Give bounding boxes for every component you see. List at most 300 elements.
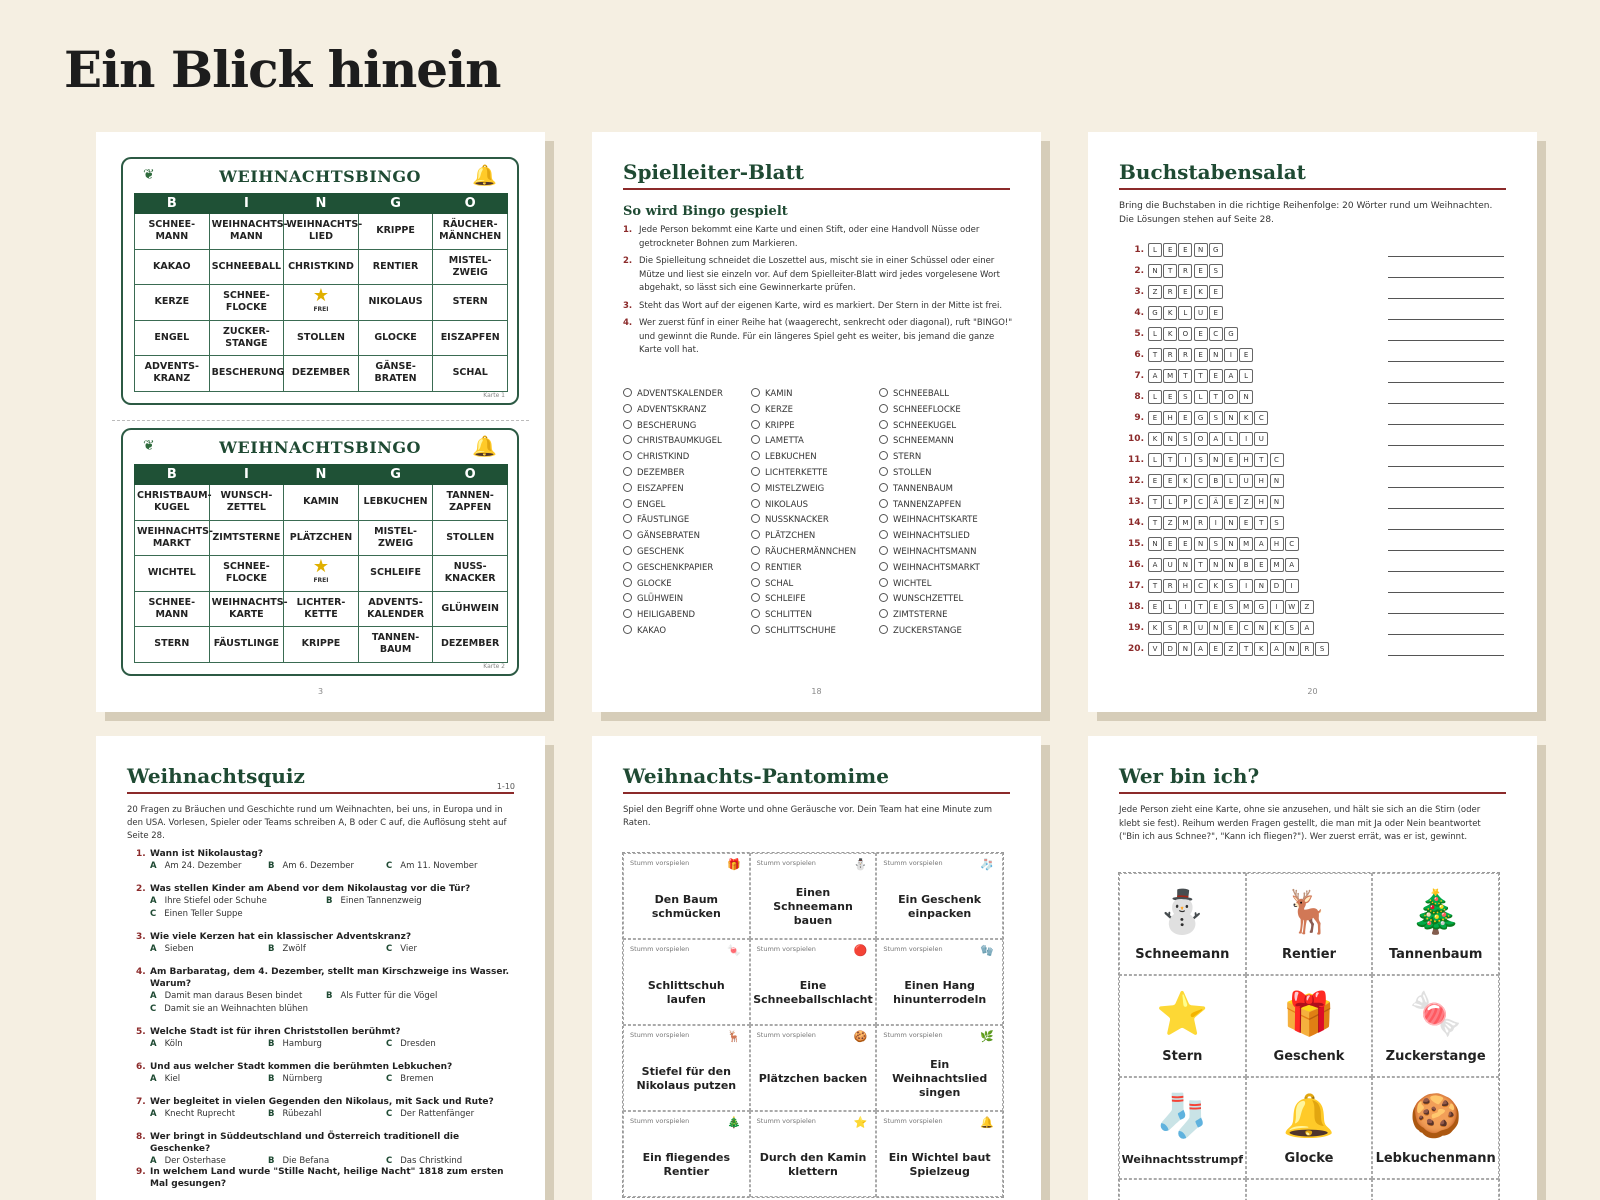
bingo-cell <box>433 627 508 663</box>
word-checkbox[interactable]: HEILIGABEND <box>623 609 723 625</box>
bingo-cell <box>358 214 433 250</box>
scramble-row <box>1118 473 1285 488</box>
bingo-cell <box>358 356 433 392</box>
letter-tile: L <box>1224 432 1238 446</box>
letter-tile: B <box>1209 474 1223 488</box>
bingo-cell <box>135 320 210 356</box>
character-card[interactable] <box>1119 1077 1246 1179</box>
answer-line[interactable] <box>1388 382 1504 383</box>
bingo-word: GLOCKE <box>374 331 417 343</box>
answer-option[interactable]: C Einen Teller Suppe <box>150 909 243 919</box>
page-title: Buchstabensalat <box>1119 160 1306 184</box>
letter-tile: C <box>1239 621 1253 635</box>
letter-tile: K <box>1194 285 1208 299</box>
word-checkbox[interactable]: SCHLITTSCHUHE <box>751 625 856 641</box>
scramble-number: 18. <box>1128 601 1144 612</box>
answer-option[interactable]: B Am 6. Dezember <box>268 861 354 871</box>
word-checkbox[interactable]: KERZE <box>751 404 856 420</box>
letter-tile: I <box>1270 600 1284 614</box>
letter-tile: K <box>1148 621 1162 635</box>
bingo-word: NIKOLAUS <box>368 296 423 308</box>
answer-option[interactable]: C Das Christkind <box>386 1156 463 1166</box>
word-checkbox[interactable]: ADVENTSKRANZ <box>623 404 723 420</box>
answer-option[interactable]: C Damit sie an Weihnachten blühen <box>150 1004 309 1014</box>
bingo-word: DEZEMBER <box>441 638 500 650</box>
letter-tile: E <box>1178 285 1192 299</box>
bingo-word: CHRISTBAUM- KUGEL <box>137 490 212 514</box>
page-title: Spielleiter-Blatt <box>623 160 805 184</box>
title-rule <box>127 792 514 794</box>
scramble-row <box>1118 284 1224 299</box>
pantomime-card[interactable] <box>750 1025 877 1111</box>
letter-tile: N <box>1224 516 1238 530</box>
word-checkbox[interactable]: TANNENBAUM <box>879 483 980 499</box>
answer-line[interactable] <box>1388 319 1504 320</box>
bingo-word: CHRISTKIND <box>288 260 354 272</box>
scramble-row <box>1118 515 1285 530</box>
word-checkbox[interactable]: RENTIER <box>751 562 856 578</box>
card-icon: 🔴 <box>853 944 868 957</box>
letter-tile: M <box>1178 516 1192 530</box>
rules-list <box>623 224 1013 362</box>
letter-tile: A <box>1148 558 1162 572</box>
card-term: Stiefel für den Nikolaus putzen <box>636 1065 737 1092</box>
answer-option[interactable]: A Kiel <box>150 1074 181 1084</box>
scramble-number: 1. <box>1134 244 1144 255</box>
scramble-row <box>1118 389 1254 404</box>
answer-options <box>136 1073 516 1086</box>
bingo-column-header: O <box>433 194 508 214</box>
word-checkbox[interactable]: LICHTERKETTE <box>751 467 856 483</box>
word-column <box>623 388 723 641</box>
letter-tile: N <box>1178 558 1192 572</box>
answer-line[interactable] <box>1388 256 1504 257</box>
letter-tile: C <box>1285 537 1299 551</box>
word-checkbox[interactable]: GESCHENKPAPIER <box>623 562 723 578</box>
letter-tile: N <box>1224 537 1238 551</box>
answer-text: Am 24. Dezember <box>164 861 242 871</box>
character-icon: 🔔 <box>1282 1091 1336 1140</box>
word-checkbox[interactable]: KAMIN <box>751 388 856 404</box>
pantomime-card[interactable] <box>623 1025 750 1111</box>
bingo-cell <box>358 285 433 321</box>
preview-page-quiz[interactable] <box>96 736 545 1200</box>
letter-tile: U <box>1254 432 1268 446</box>
bingo-cell <box>284 356 359 392</box>
bingo-word: RENTIER <box>372 260 419 272</box>
pantomime-grid <box>622 852 1004 1198</box>
preview-page-spielleiter[interactable] <box>592 132 1041 712</box>
character-card[interactable] <box>1119 873 1246 975</box>
bingo-word: TANNEN- BAUM <box>371 632 420 656</box>
letter-tile: I <box>1178 600 1192 614</box>
card-term: Durch den Kamin klettern <box>759 1151 867 1178</box>
question-text <box>136 1061 516 1073</box>
letter-tile: I <box>1209 516 1223 530</box>
letter-tile: U <box>1239 474 1253 488</box>
word-checkbox[interactable]: LAMETTA <box>751 435 856 451</box>
word-checkbox[interactable]: NIKOLAUS <box>751 499 856 515</box>
word-checkbox[interactable]: WEIHNACHTSMARKT <box>879 562 980 578</box>
answer-line[interactable] <box>1388 340 1504 341</box>
word-checkbox[interactable]: FÄUSTLINGE <box>623 514 723 530</box>
character-card[interactable] <box>1119 1179 1246 1200</box>
letter-tile: G <box>1209 243 1223 257</box>
character-card[interactable] <box>1372 1179 1499 1200</box>
bingo-word: EISZAPFEN <box>440 331 500 343</box>
letter-tile: U <box>1194 621 1208 635</box>
letter-tile: K <box>1239 411 1253 425</box>
card-icon: 🎁 <box>726 858 741 871</box>
card-label: Stumm vorspielen <box>883 945 943 953</box>
answer-line[interactable] <box>1388 445 1504 446</box>
bingo-cell <box>358 591 433 627</box>
word-checkbox[interactable]: SCHNEEKUGEL <box>879 420 980 436</box>
rule-step <box>623 255 1013 296</box>
letter-tile: E <box>1163 537 1177 551</box>
answer-line[interactable] <box>1388 655 1504 656</box>
answer-line[interactable] <box>1388 592 1504 593</box>
letter-tile: E <box>1194 348 1208 362</box>
preview-page-wer-bin-ich[interactable] <box>1088 736 1537 1200</box>
bell-icon: 🔔 <box>472 163 497 187</box>
answer-line[interactable] <box>1388 613 1504 614</box>
word-checkbox[interactable]: NUSSKNACKER <box>751 514 856 530</box>
letter-tile: S <box>1209 411 1223 425</box>
pantomime-card[interactable] <box>876 853 1003 939</box>
word-checkbox[interactable]: SCHLEIFE <box>751 593 856 609</box>
bingo-word: ADVENTS- KALENDER <box>367 596 425 620</box>
page-number: 3 <box>317 687 324 696</box>
bingo-cell <box>433 214 508 250</box>
word-checkbox[interactable]: SCHNEEMANN <box>879 435 980 451</box>
card-term: Einen Schneemann bauen <box>773 886 853 927</box>
question-number: 9. <box>136 1167 146 1177</box>
step-text: Jede Person bekommt eine Karte und einen Stift, oder eine Handvoll Nüsse oder getrockneter Bohnen zum Markieren. <box>639 225 980 249</box>
pantomime-card[interactable] <box>750 1111 877 1197</box>
word-checkbox[interactable]: SCHNEEFLOCKE <box>879 404 980 420</box>
letter-tile: T <box>1254 453 1268 467</box>
answer-option[interactable]: A Damit man daraus Besen bindet <box>150 991 303 1001</box>
bingo-word: BESCHERUNG <box>211 367 285 379</box>
step-number: 2. <box>623 256 633 266</box>
letter-tile: E <box>1148 474 1162 488</box>
preview-page-pantomime[interactable] <box>592 736 1041 1200</box>
letter-tile: S <box>1178 432 1192 446</box>
letter-tile: T <box>1163 453 1177 467</box>
word-checkbox[interactable]: WEIHNACHTSLIED <box>879 530 980 546</box>
answer-line[interactable] <box>1388 361 1504 362</box>
title-rule <box>1119 188 1506 190</box>
step-number: 1. <box>623 225 633 235</box>
letter-tile: N <box>1148 264 1162 278</box>
bingo-cell <box>209 320 284 356</box>
scramble-number: 3. <box>1134 286 1144 297</box>
bingo-word: MISTEL- ZWEIG <box>374 525 417 549</box>
character-name: Geschenk <box>1273 1049 1345 1064</box>
word-checkbox[interactable]: BESCHERUNG <box>623 420 723 436</box>
word-checkbox[interactable]: WEIHNACHTSKARTE <box>879 514 980 530</box>
answer-option[interactable]: A Der Osterhase <box>150 1156 226 1166</box>
word-checkbox[interactable]: GLÜHWEIN <box>623 593 723 609</box>
letter-tile: O <box>1194 432 1208 446</box>
title-rule <box>623 792 1010 794</box>
card-term: Ein Weihnachtslied singen <box>892 1058 988 1099</box>
answer-line[interactable] <box>1388 634 1504 635</box>
letter-tile: E <box>1194 264 1208 278</box>
word-checkbox[interactable]: SCHNEEBALL <box>879 388 980 404</box>
character-name: Rentier <box>1282 947 1336 962</box>
answer-line[interactable] <box>1388 529 1504 530</box>
character-card[interactable] <box>1119 975 1246 1077</box>
character-card[interactable] <box>1372 873 1499 975</box>
letter-tile: A <box>1224 369 1238 383</box>
word-checkbox[interactable]: CHRISTBAUMKUGEL <box>623 435 723 451</box>
scramble-row <box>1118 410 1270 425</box>
letter-tile: K <box>1163 327 1177 341</box>
word-checkbox[interactable]: SCHLITTEN <box>751 609 856 625</box>
scramble-row <box>1118 368 1254 383</box>
bingo-word: RÄUCHER- MÄNNCHEN <box>439 219 502 243</box>
answer-option[interactable]: C Dresden <box>386 1039 436 1049</box>
letter-tile: N <box>1270 474 1284 488</box>
scramble-number: 15. <box>1128 538 1144 549</box>
letter-tile: A <box>1148 369 1162 383</box>
question-label: Wann ist Nikolaustag? <box>150 849 264 859</box>
question-number: 1. <box>136 849 146 859</box>
word-checkbox[interactable]: ADVENTSKALENDER <box>623 388 723 404</box>
answer-line[interactable] <box>1388 550 1504 551</box>
card-term: Ein fliegendes Rentier <box>642 1151 731 1178</box>
answer-text: Rübezahl <box>282 1109 322 1119</box>
letter-tile: L <box>1178 306 1192 320</box>
answer-text: Einen Tannenzweig <box>340 896 422 906</box>
answer-line[interactable] <box>1388 424 1504 425</box>
bingo-cell <box>284 591 359 627</box>
answer-option[interactable]: C Am 11. November <box>386 861 478 871</box>
letter-tile: N <box>1254 621 1268 635</box>
letter-tile: R <box>1163 579 1177 593</box>
pantomime-card[interactable] <box>623 1111 750 1197</box>
letter-tile: C <box>1254 411 1268 425</box>
answer-line[interactable] <box>1388 466 1504 467</box>
letter-tile: K <box>1178 474 1192 488</box>
word-checkbox[interactable]: STOLLEN <box>879 467 980 483</box>
word-checkbox[interactable]: MISTELZWEIG <box>751 483 856 499</box>
word-checkbox[interactable]: WEIHNACHTSMANN <box>879 546 980 562</box>
word-checkbox[interactable]: ZUCKERSTANGE <box>879 625 980 641</box>
letter-tile: H <box>1239 453 1253 467</box>
word-checkbox[interactable]: LEBKUCHEN <box>751 451 856 467</box>
bingo-word: LICHTER- KETTE <box>296 596 346 620</box>
character-card[interactable] <box>1246 873 1373 975</box>
answer-text: Nürnberg <box>282 1074 323 1084</box>
letter-tile: H <box>1178 579 1192 593</box>
letter-tile: E <box>1178 411 1192 425</box>
character-icon: 🍪 <box>1409 1091 1462 1140</box>
preview-page-buchstabensalat[interactable] <box>1088 132 1537 712</box>
word-checkbox[interactable]: GÄNSEBRATEN <box>623 530 723 546</box>
answer-option[interactable]: B Als Futter für die Vögel <box>326 991 438 1001</box>
letter-tile: N <box>1239 390 1253 404</box>
bingo-word: SCHNEE- MANN <box>148 219 196 243</box>
letter-tile: E <box>1209 369 1223 383</box>
letter-tile: R <box>1163 285 1177 299</box>
character-card[interactable] <box>1372 975 1499 1077</box>
answer-option[interactable]: C Vier <box>386 944 417 954</box>
character-card[interactable] <box>1372 1077 1499 1179</box>
bingo-word: GÄNSE- BRATEN <box>374 361 417 385</box>
pantomime-card[interactable] <box>623 853 750 939</box>
scramble-row <box>1118 620 1315 635</box>
word-checkbox[interactable]: WICHTEL <box>879 578 980 594</box>
answer-option[interactable]: B Rübezahl <box>268 1109 322 1119</box>
bingo-cell <box>135 249 210 285</box>
answer-option[interactable]: B Die Befana <box>268 1156 330 1166</box>
bingo-cell <box>209 249 284 285</box>
bingo-column-header: B <box>135 194 210 214</box>
card-term: Ein Wichtel baut Spielzeug <box>888 1151 991 1178</box>
character-card[interactable] <box>1246 1179 1373 1200</box>
answer-option[interactable]: A Ihre Stiefel oder Schuhe <box>150 896 267 906</box>
scramble-number: 19. <box>1128 622 1144 633</box>
question-number: 5. <box>136 1027 146 1037</box>
bingo-cell <box>209 627 284 663</box>
question-range: 1-10 <box>496 782 515 791</box>
bingo-cell <box>284 520 359 556</box>
bingo-grid <box>134 193 508 392</box>
answer-text: Die Befana <box>282 1156 330 1166</box>
word-checkbox[interactable]: DEZEMBER <box>623 467 723 483</box>
scramble-number: 4. <box>1134 307 1144 318</box>
scramble-row <box>1118 347 1254 362</box>
bingo-cell <box>358 627 433 663</box>
bingo-word: PLÄTZCHEN <box>289 531 353 543</box>
letter-tile: H <box>1254 474 1268 488</box>
word-checkbox[interactable]: TANNENZAPFEN <box>879 499 980 515</box>
answer-option[interactable]: B Zwölf <box>268 944 306 954</box>
word-checkbox[interactable]: WUNSCHZETTEL <box>879 593 980 609</box>
word-checkbox[interactable]: ENGEL <box>623 499 723 515</box>
word-checkbox[interactable]: RÄUCHERMÄNNCHEN <box>751 546 856 562</box>
answer-line[interactable] <box>1388 508 1504 509</box>
word-checkbox[interactable]: STERN <box>879 451 980 467</box>
question-number: 3. <box>136 932 146 942</box>
scramble-number: 5. <box>1134 328 1144 339</box>
answer-line[interactable] <box>1388 487 1504 488</box>
character-card[interactable] <box>1246 975 1373 1077</box>
bingo-word: ENGEL <box>154 331 190 343</box>
pantomime-card[interactable] <box>876 939 1003 1025</box>
word-checkbox[interactable]: SCHAL <box>751 578 856 594</box>
star-icon: ★ <box>312 285 330 307</box>
letter-tile: E <box>1209 600 1223 614</box>
answer-line[interactable] <box>1388 277 1504 278</box>
bingo-cell <box>358 485 433 521</box>
character-icon: 🦌 <box>1282 887 1336 936</box>
word-checkbox[interactable]: CHRISTKIND <box>623 451 723 467</box>
card-term: Schlittschuh laufen <box>647 979 725 1006</box>
letter-tile: E <box>1163 243 1177 257</box>
answer-option[interactable]: B Hamburg <box>268 1039 322 1049</box>
bingo-word: KAKAO <box>153 260 191 272</box>
answer-option[interactable]: B Einen Tannenzweig <box>326 896 422 906</box>
answer-option[interactable]: A Sieben <box>150 944 194 954</box>
character-card[interactable] <box>1246 1077 1373 1179</box>
pantomime-card[interactable] <box>750 939 877 1025</box>
quiz-question <box>136 1166 516 1190</box>
letter-tile: I <box>1178 453 1192 467</box>
answer-line[interactable] <box>1388 403 1504 404</box>
pantomime-card[interactable] <box>623 939 750 1025</box>
card-label: Stumm vorspielen <box>883 859 943 867</box>
scramble-row <box>1118 452 1285 467</box>
letter-tile: E <box>1209 642 1223 656</box>
word-checkbox[interactable]: PLÄTZCHEN <box>751 530 856 546</box>
card-icon: ⛄ <box>853 858 868 871</box>
answer-option[interactable]: A Am 24. Dezember <box>150 861 242 871</box>
pantomime-card[interactable] <box>876 1025 1003 1111</box>
letter-tile: N <box>1224 411 1238 425</box>
quiz-question <box>136 931 516 956</box>
card-icon: 🧦 <box>980 858 994 871</box>
card-term: Plätzchen backen <box>758 1072 868 1085</box>
card-icon: 🧤 <box>980 944 994 957</box>
letter-tile: N <box>1270 495 1284 509</box>
answer-line[interactable] <box>1388 571 1504 572</box>
letter-tile: S <box>1270 516 1284 530</box>
word-checkbox[interactable]: KRIPPE <box>751 420 856 436</box>
letter-tile: O <box>1178 327 1192 341</box>
bingo-card-title: WEIHNACHTSBINGO <box>219 167 421 186</box>
letter-tile: S <box>1285 621 1299 635</box>
answer-option[interactable]: A Köln <box>150 1039 183 1049</box>
letter-tile: G <box>1224 327 1238 341</box>
word-checkbox[interactable]: GESCHENK <box>623 546 723 562</box>
letter-tile: Z <box>1239 495 1253 509</box>
letter-tile: E <box>1224 453 1238 467</box>
word-checkbox[interactable]: ZIMTSTERNE <box>879 609 980 625</box>
pantomime-card[interactable] <box>750 853 877 939</box>
letter-tile: N <box>1194 537 1208 551</box>
bingo-cell <box>433 249 508 285</box>
bingo-word: SCHAL <box>452 367 488 379</box>
answer-option[interactable]: C Bremen <box>386 1074 434 1084</box>
letter-tile: S <box>1163 621 1177 635</box>
answer-option[interactable]: B Nürnberg <box>268 1074 323 1084</box>
answer-options <box>136 895 516 908</box>
free-label: FREI <box>313 306 329 314</box>
letter-tile: N <box>1209 453 1223 467</box>
pantomime-card[interactable] <box>876 1111 1003 1197</box>
letter-tile: S <box>1209 264 1223 278</box>
word-checkbox[interactable]: EISZAPFEN <box>623 483 723 499</box>
letter-tile: Z <box>1300 600 1314 614</box>
bingo-word: ZIMTSTERNE <box>212 531 281 543</box>
answer-text: Hamburg <box>282 1039 322 1049</box>
bingo-cell <box>433 356 508 392</box>
word-checkbox[interactable]: GLOCKE <box>623 578 723 594</box>
letter-tile: T <box>1209 390 1223 404</box>
bingo-card-1 <box>121 157 519 405</box>
answer-option[interactable]: A Knecht Ruprecht <box>150 1109 236 1119</box>
answer-option[interactable]: C Der Rattenfänger <box>386 1109 475 1119</box>
answer-line[interactable] <box>1388 298 1504 299</box>
word-checkbox[interactable]: KAKAO <box>623 625 723 641</box>
letter-tile: R <box>1178 264 1192 278</box>
preview-page-bingo[interactable] <box>96 132 545 712</box>
character-icon: 🎄 <box>1409 887 1462 936</box>
